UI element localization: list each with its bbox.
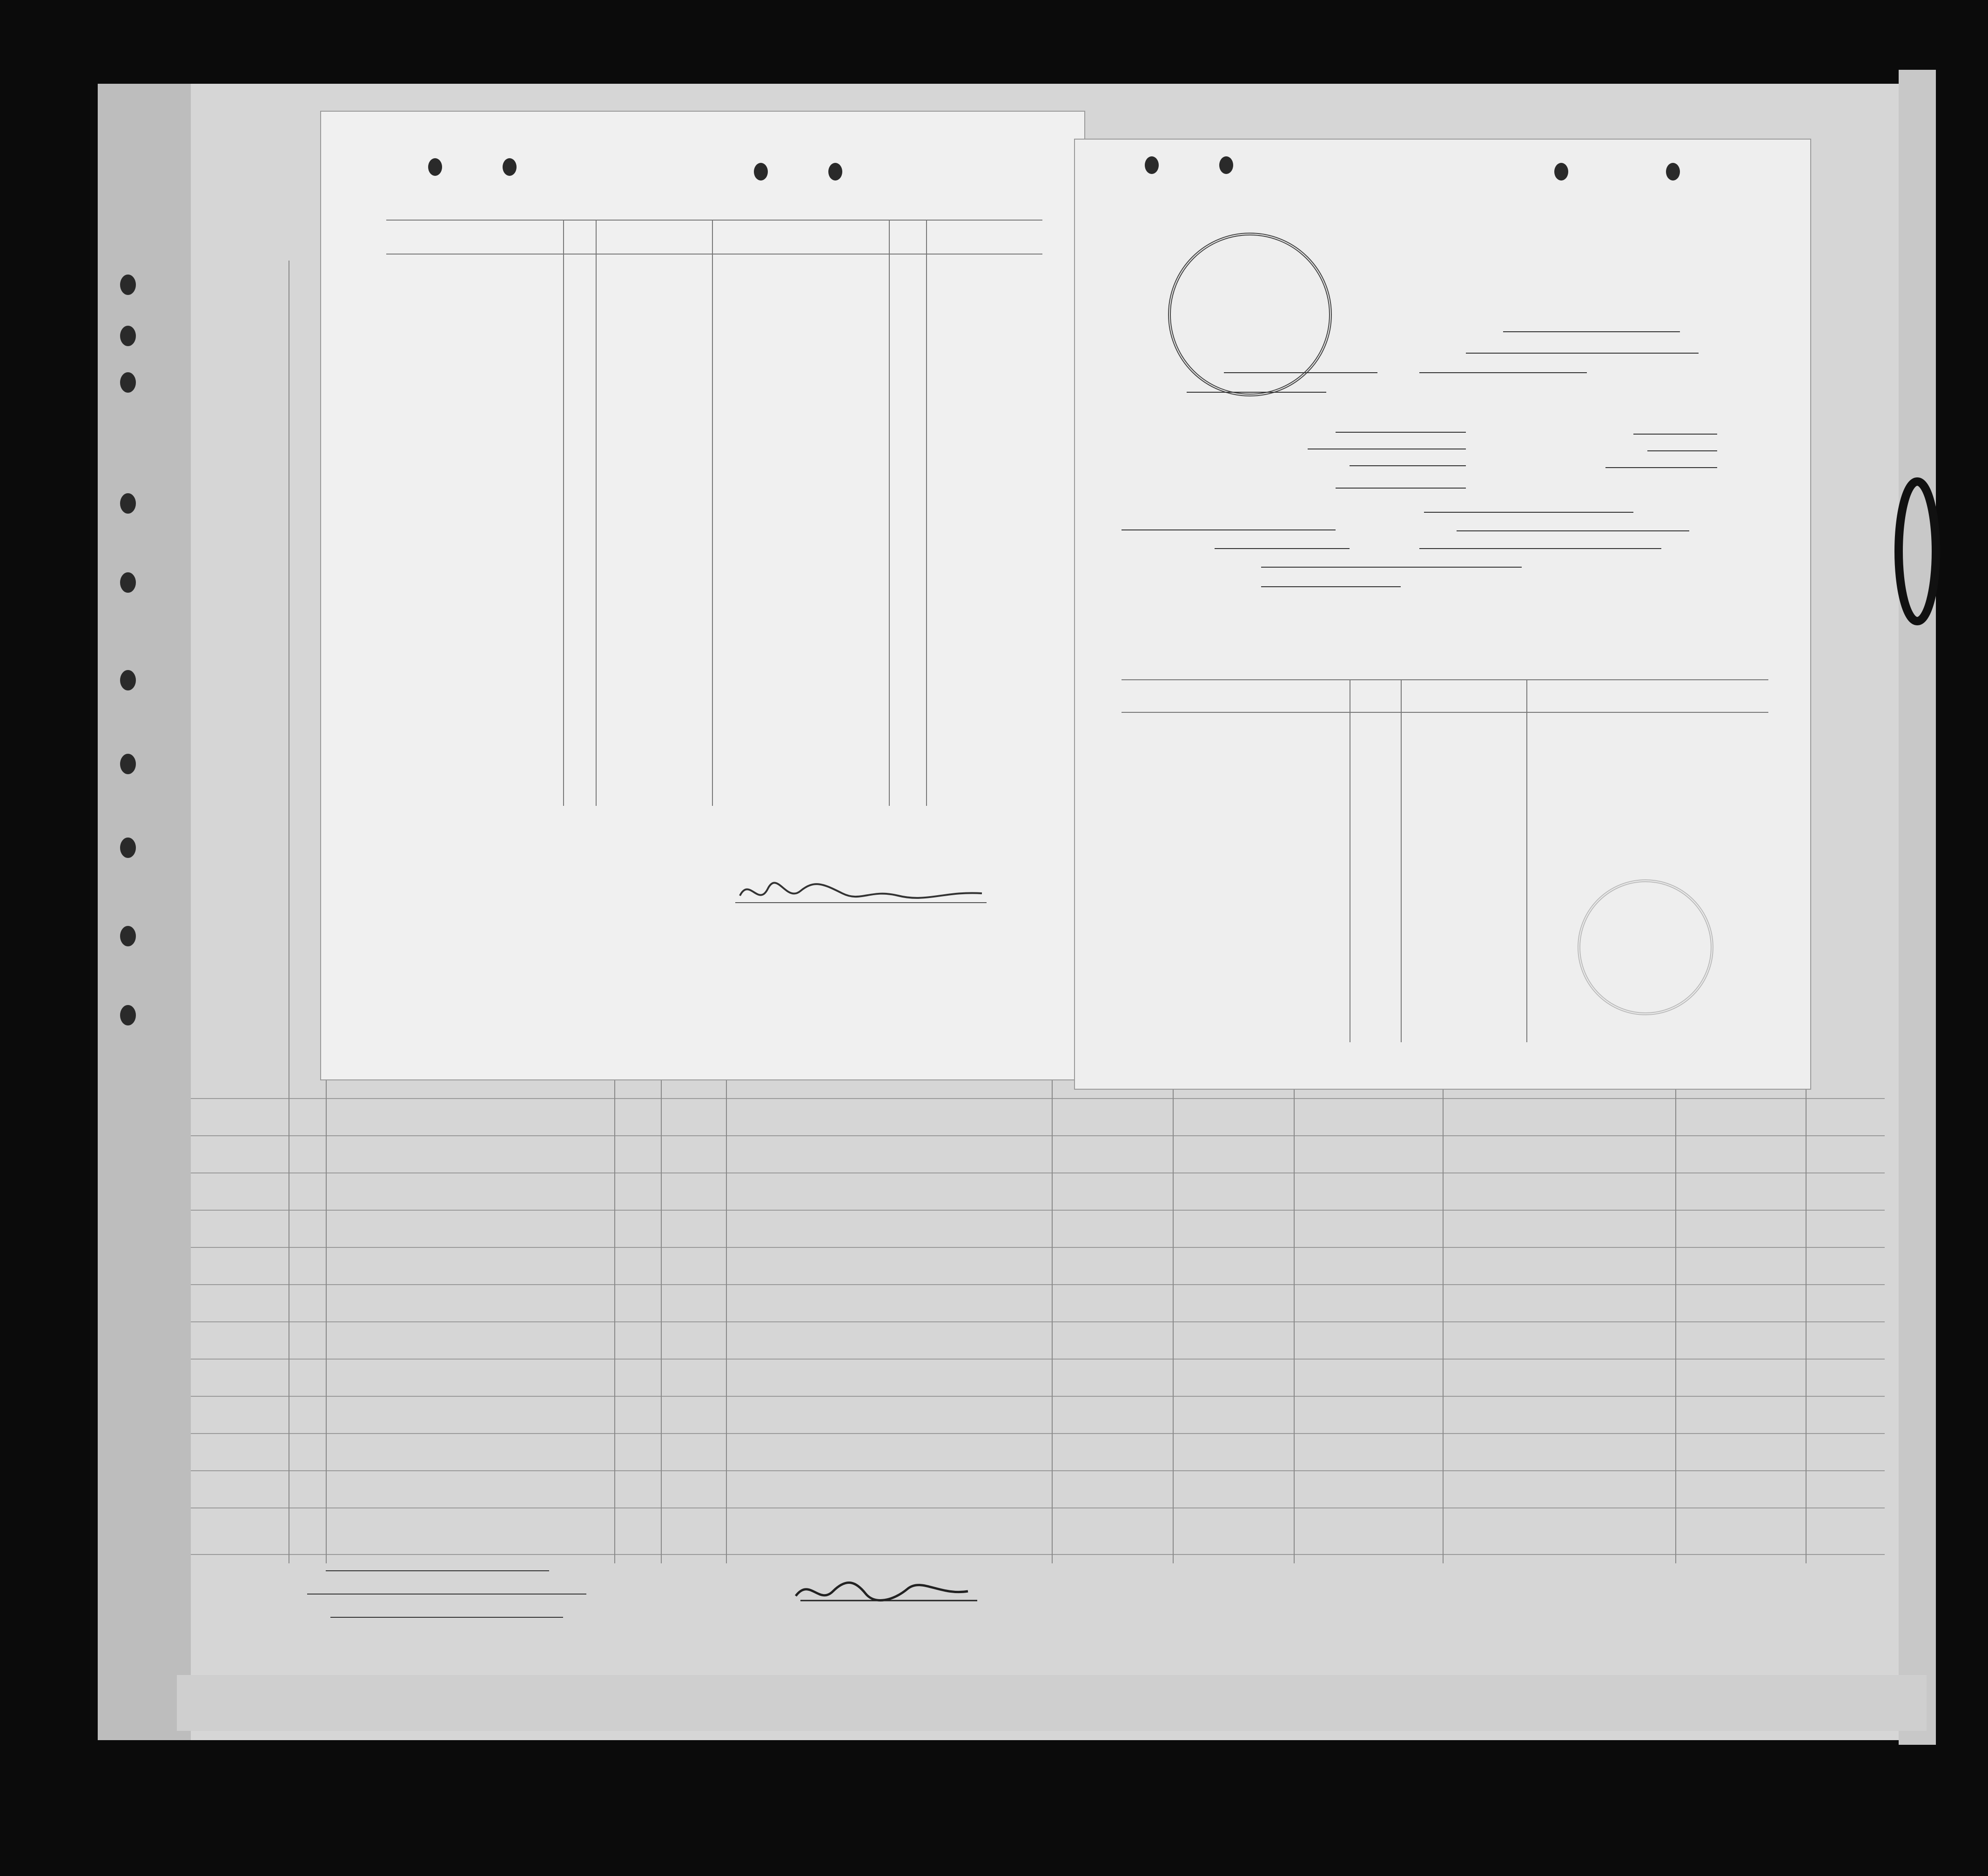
grid-line <box>191 1135 1885 1136</box>
punch-hole <box>1219 156 1233 174</box>
report-date <box>1466 353 1699 354</box>
arrived-value <box>1424 512 1633 513</box>
owners-value <box>307 1594 586 1595</box>
first-port-value <box>1261 586 1401 587</box>
punch-hole <box>120 572 136 593</box>
right-page-statement-of-master <box>1075 140 1810 1089</box>
total-date-value <box>1605 467 1717 468</box>
grid-line <box>726 1079 727 1563</box>
inspector-signature <box>791 1573 987 1610</box>
punch-hole <box>1145 156 1159 174</box>
grid-line <box>1806 1079 1807 1563</box>
punch-hole <box>503 158 517 176</box>
consignee <box>1122 529 1336 530</box>
bottom-page-edge <box>177 1675 1927 1731</box>
grid-line <box>191 1210 1885 1211</box>
expected-value <box>1215 548 1350 549</box>
grid-line <box>1443 1079 1444 1563</box>
hospital-value <box>1647 450 1717 451</box>
grid-line <box>1173 1079 1174 1563</box>
table-border <box>386 254 1042 255</box>
punch-hole <box>120 372 136 393</box>
table-divider <box>563 220 564 806</box>
grid-line <box>191 1172 1885 1173</box>
column-2-subheading <box>296 313 324 382</box>
punch-hole <box>120 926 136 946</box>
punch-hole <box>120 838 136 858</box>
grid-line <box>191 1321 1885 1322</box>
signed-on-value <box>1350 465 1466 466</box>
destination <box>1419 548 1661 549</box>
punch-hole <box>120 326 136 346</box>
grid-line <box>191 1470 1885 1471</box>
totals-rule <box>1336 488 1466 489</box>
table-divider <box>1401 679 1402 1042</box>
grid-line <box>191 1359 1885 1360</box>
deserted-value <box>1633 434 1717 435</box>
punch-hole <box>120 670 136 690</box>
left-page-seamen-signed-on <box>321 112 1084 1079</box>
stacked-page-edge <box>1899 70 1936 1745</box>
total-arrival-value <box>1336 432 1466 433</box>
table-border <box>1122 712 1768 713</box>
grid-line <box>1052 1079 1053 1563</box>
punch-hole <box>1666 163 1680 181</box>
punch-hole <box>428 158 442 176</box>
grid-line <box>191 1098 1885 1099</box>
grid-line <box>661 1079 662 1563</box>
line-value <box>326 1570 549 1571</box>
grid-line <box>191 1396 1885 1397</box>
via-value <box>1261 567 1522 568</box>
table-divider <box>926 220 927 806</box>
faded-seal <box>1578 879 1713 1015</box>
table-divider <box>1526 679 1527 1042</box>
vessel-name <box>1419 372 1587 373</box>
table-divider <box>712 220 713 806</box>
lying-value <box>1457 530 1689 531</box>
table-divider <box>596 220 597 806</box>
nationality-value <box>1224 372 1377 373</box>
punch-hole <box>1554 163 1568 181</box>
punch-hole <box>120 1005 136 1025</box>
port-value <box>1503 331 1680 332</box>
grid-line <box>191 1433 1885 1434</box>
punch-hole <box>120 275 136 295</box>
grid-line <box>191 1554 1885 1555</box>
punch-hole <box>120 754 136 774</box>
grid-line <box>1675 1079 1676 1563</box>
table-border <box>1122 679 1768 680</box>
punch-hole <box>754 163 768 181</box>
punch-hole <box>828 163 842 181</box>
from-port-value <box>1187 392 1326 393</box>
master-signature <box>731 875 991 912</box>
grid-line <box>614 1079 615 1563</box>
grid-line <box>191 1247 1885 1248</box>
binding-margin <box>98 84 191 1740</box>
side-vessel-stamp <box>195 442 261 861</box>
punch-hole <box>120 493 136 514</box>
grid-line <box>191 1284 1885 1285</box>
table-divider <box>889 220 890 806</box>
ink-oval-mark <box>1889 475 1945 628</box>
agents-value <box>330 1617 563 1618</box>
table-border <box>386 220 1042 221</box>
grid-line <box>1294 1079 1295 1563</box>
